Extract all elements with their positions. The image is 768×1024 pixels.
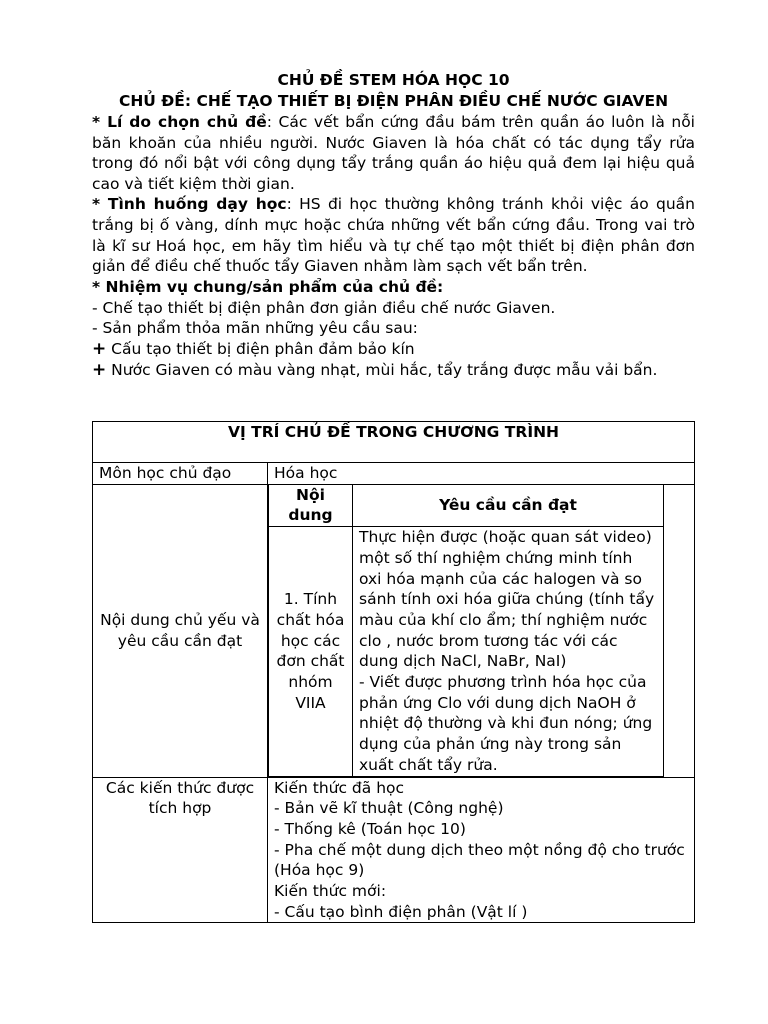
content-cell (268, 484, 695, 777)
situation-label: * Tình huống dạy học (92, 195, 287, 214)
reason-text: : Các vết bẩn cứng đầu bám trên quần áo luôn là nỗi băn khoăn của nhiều người. Nước Giaven là hóa chất có tác dụng tẩy rửa trong đó nổi bật với công dụng tẩy trắng quần áo hiệu quả đem lại hiệu quả cao và tiết kiệm thời gian. (92, 113, 695, 193)
document-title: CHỦ ĐỀ STEM HÓA HỌC 10 (277, 71, 510, 89)
new-label: Kiến thức mới: (274, 882, 387, 901)
reason-label: * Lí do chọn chủ đề (92, 113, 267, 131)
task-heading: * Nhiệm vụ chung/sản phẩm của chủ đề: (92, 277, 444, 296)
inner-table (268, 484, 664, 777)
reason-paragraph (92, 112, 695, 194)
content-label: Nội dung chủ yếu và yêu cầu cần đạt (93, 484, 268, 777)
task-line-1: - Chế tạo thiết bị điện phân đơn giản điều chế nước Giaven. (92, 298, 556, 317)
learned-item-2: - Thống kê (Toán học 10) (274, 819, 466, 838)
plus-icon: + (92, 339, 107, 360)
subject-value: Hóa học (268, 463, 695, 485)
new-item-1: - Cấu tạo bình điện phân (Vật lí ) (274, 902, 528, 921)
task-line-2: - Sản phẩm thỏa mãn những yêu cầu sau: (92, 319, 418, 338)
learned-label: Kiến thức đã học (274, 778, 405, 797)
requirement-1: + Cấu tạo thiết bị điện phân đảm bảo kín (92, 339, 415, 360)
inner-col-requirement: Yêu cầu cần đạt (353, 484, 664, 526)
inner-requirement-value (353, 527, 664, 776)
situation-text: : HS đi học thường không tránh khỏi việc áo quần trắng bị ố vàng, dính mực hoặc chứa những vết bẩn cứng đầu. Trong vai trò là kĩ sư Hoá học, em hãy tìm hiểu và tự chế tạo một thiết bị điện phân đơn giản để điều chế thuốc tẩy Giaven nhằm làm sạch vết bẩn trên. (92, 195, 696, 276)
requirement-text-2: - Viết được phương trình hóa học của phản ứng Clo với dung dịch NaOH ở nhiệt độ thường và khi đun nóng; ứng dụng của phản ứng này trong sản xuất chất tẩy rửa. (359, 673, 653, 774)
requirement-2: + Nước Giaven có màu vàng nhạt, mùi hắc, tẩy trắng được mẫu vải bẩn. (92, 359, 658, 380)
table-header: VỊ TRÍ CHỦ ĐỀ TRONG CHƯƠNG TRÌNH (93, 422, 695, 463)
integrated-value (268, 777, 695, 923)
situation-paragraph (92, 194, 695, 276)
integrated-label: Các kiến thức được tích hợp (93, 777, 268, 923)
inner-content-value: 1. Tính chất hóa học các đơn chất nhóm VIIA (269, 527, 353, 776)
learned-item-3: - Pha chế một dung dịch theo một nồng độ cho trước (Hóa học 9) (274, 840, 685, 880)
topic-title: CHỦ ĐỀ: CHẾ TẠO THIẾT BỊ ĐIỆN PHÂN ĐIỀU CHẾ NƯỚC GIAVEN (118, 92, 669, 110)
inner-col-content: Nội dung (269, 484, 353, 526)
curriculum-table (92, 421, 695, 923)
learned-item-1: - Bản vẽ kĩ thuật (Công nghệ) (274, 799, 504, 818)
document-body (92, 70, 695, 381)
plus-icon: + (92, 359, 107, 380)
requirement-text-1: Thực hiện được (hoặc quan sát video) một số thí nghiệm chứng minh tính oxi hóa mạnh của các halogen và so sánh tính oxi hóa giữa chúng (tính tẩy màu của khí clo ẩm; thí nghiệm nước clo , nước brom tương tác với các dung dịch NaCl, NaBr, NaI) (359, 528, 655, 671)
subject-label: Môn học chủ đạo (93, 463, 268, 485)
